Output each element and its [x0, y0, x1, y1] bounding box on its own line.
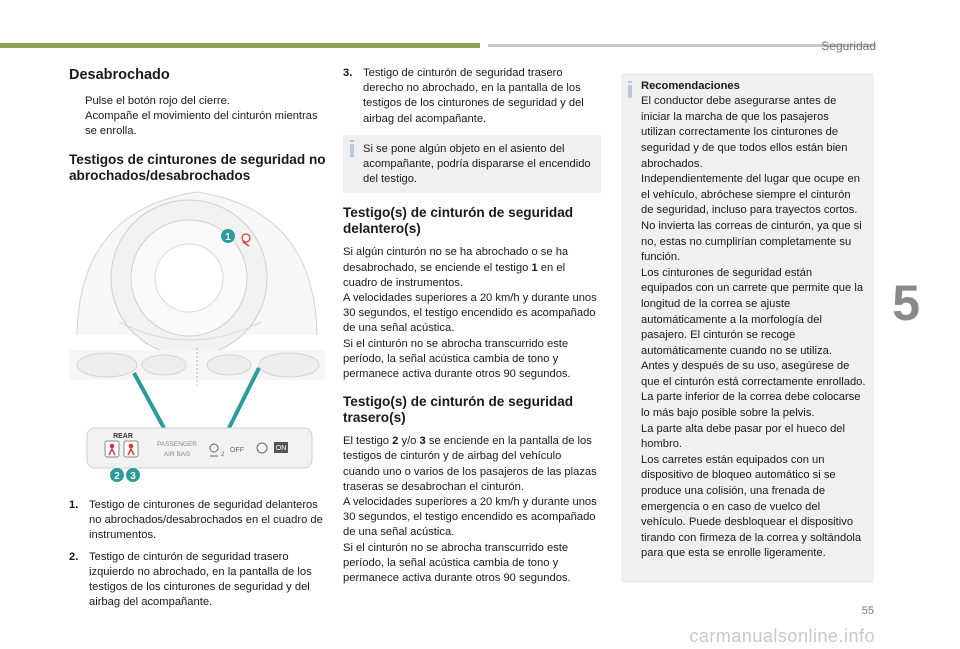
heading-testigos: Testigos de cinturones de seguridad no abrochados/desabrochados [69, 151, 326, 183]
info-icon [628, 85, 632, 98]
list-item: 1. Testigo de cinturones de seguridad delanteros no abrochados/desabrochados en el cuadro de instrumentos. [69, 499, 323, 542]
svg-text:2: 2 [114, 471, 120, 482]
paragraph: El testigo 2 y/o 3 se enciende en la pantalla de los testigos de cinturón y de airbag del vehículo cuando uno o varios de los pasajeros de las plazas traseras se desabrochan el cinturón. A velocidades superiores a 20 km/h y durante unos 30 segundos, el testigo encendido es acompañado de una señal acústica. Si el cinturón no se abrocha transcurrido este período, la señal acústica cambia de tono y permanece activa durante otros 90 segundos. [343, 435, 597, 585]
passenger-label: PASSENGER [157, 441, 197, 448]
page-number: 55 [861, 605, 874, 617]
list-item [69, 94, 327, 109]
recommendations-title: Recomendaciones [641, 80, 740, 92]
info-note: Si se pone algún objeto en el asiento del acompañante, podría dispararse el encendido del testigo. [343, 135, 601, 194]
heading-rear-seatbelt: Testigo(s) de cinturón de seguridad trasero(s) [343, 394, 574, 426]
callout-1-label: 1 [225, 232, 231, 243]
paragraph: Si algún cinturón no se ha abrochado o se ha desabrochado, se enciende el testigo 1 en el cuadro de instrumentos. A velocidades superiores a 20 km/h y durante unos 30 segundos, el testigo encendido es acompañado de una señal acústica. Si el cinturón no se abrocha transcurrido este período, la señal acústica cambia de tono y permanece activa durante otros 90 segundos. [343, 246, 597, 381]
list-item: 2. Testigo de cinturón de seguridad trasero izquierdo no abrochado, en la pantalla de los testigos de los cinturones de seguridad y del airbag del acompañante. [69, 550, 312, 609]
dashboard-illustration [69, 190, 325, 490]
off-label: OFF [230, 447, 244, 454]
section-title: Seguridad [821, 39, 876, 53]
header-rule [488, 44, 876, 47]
instrument-cluster [77, 192, 317, 356]
watermark: carmanualsonline.info [689, 626, 875, 646]
callout-2 [110, 468, 124, 482]
column-left [69, 66, 327, 192]
recommendations-text: El conductor debe asegurarse antes de iniciar la marcha de que los pasajeros utilizan correctamente los cinturones de seguridad y de que todos ellos están bien abrochados. Independientemente del lugar que ocupe en el vehículo, abróchese siempre el cinturón de seguridad, incluso para trayectos cortos. No invierta las correas de cinturón, ya que si no, estas no cumplirían completamente su función. Los cinturones de seguridad están equipados con un carrete que permite que la longitud de la correa se ajuste automáticamente a la morfología del pasajero. El cinturón se recoge automáticamente cuando no se utiliza. Antes y después de su uso, asegúrese de que el cinturón está correctamente enrollado. La parte inferior de la correa debe colocarse lo más bajo posible sobre la pelvis. La parte alta debe pasar por el hueco del hombro. Los carretes están equipados con un dispositivo de bloqueo automático si se produce una colisión, una frenada de emergencia o en caso de vuelco del vehículo. Puede desbloquear el dispositivo tirando con firmeza de la correa y soltándola para que esta se enrolle ligeramente. [641, 95, 866, 560]
bullet-icon [69, 109, 85, 139]
recommendations-box [621, 73, 874, 583]
heading-front-seatbelt: Testigo(s) de cinturón de seguridad delantero(s) [343, 205, 574, 237]
svg-text:3: 3 [130, 471, 136, 482]
callout-1 [221, 229, 235, 243]
list-item [69, 109, 327, 139]
bullet-text: Pulse el botón rojo del cierre. [85, 95, 230, 107]
chapter-number: 5 [892, 275, 920, 331]
heading-desabrochado: Desabrochado [69, 67, 170, 83]
warning-panel [87, 428, 312, 468]
list-item: 3. Testigo de cinturón de seguridad trasero derecho no abrochado, en la pantalla de los testigos de los cinturones de seguridad y del airbag del acompañante. [343, 67, 584, 125]
dashboard-strip [69, 348, 325, 385]
column-right [621, 73, 874, 583]
header-accent-bar [0, 43, 480, 48]
info-icon [350, 144, 354, 157]
rear-label: REAR [113, 433, 133, 440]
airbag-label: AIR BAG [163, 451, 191, 458]
column-middle [343, 66, 601, 592]
bullet-text: Acompañe el movimiento del cinturón mientras se enrolla. [85, 110, 318, 138]
airbag-off-sub: 2 [221, 452, 225, 458]
on-label: ON [275, 445, 287, 452]
callout-3 [126, 468, 140, 482]
bullet-icon [69, 94, 85, 109]
column-left-items [69, 498, 327, 616]
